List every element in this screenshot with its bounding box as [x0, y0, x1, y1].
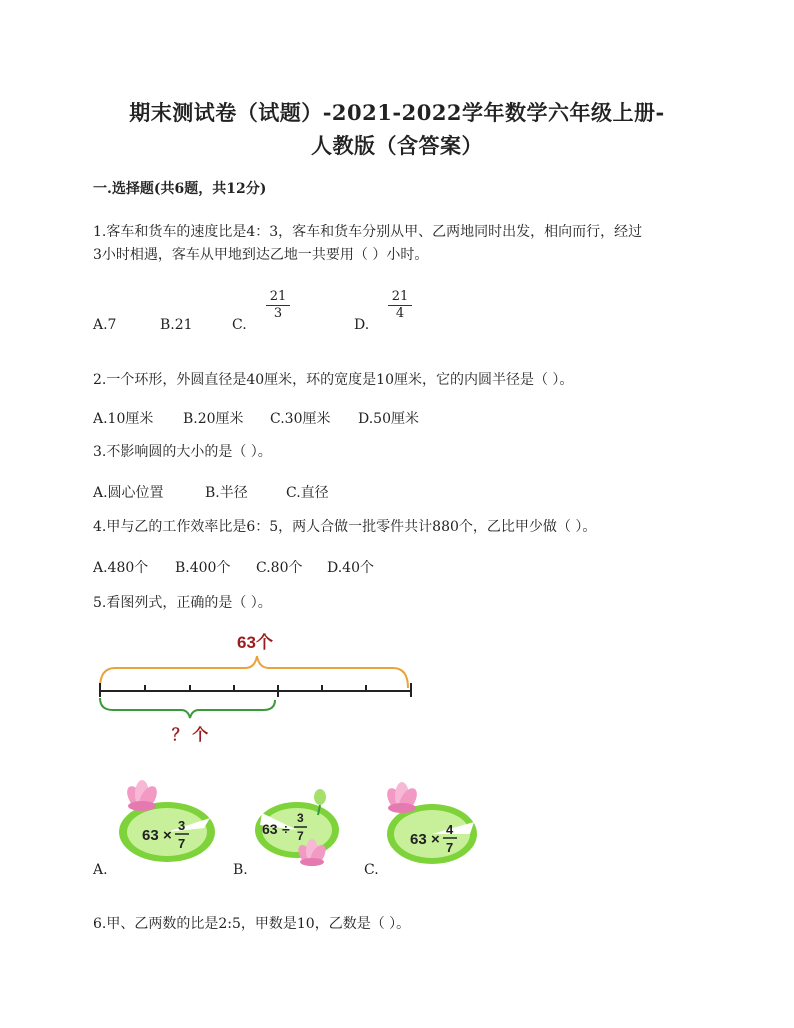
q1-option-c-fraction — [266, 289, 290, 322]
document-title-line2: 人教版（含答案） — [311, 133, 483, 158]
question-1-line2: 3小时相遇，客车从甲地到达乙地一共要用（ ）小时。 — [93, 247, 429, 263]
pad-b-whole: 63 — [262, 821, 278, 837]
question-4: 4.甲与乙的工作效率比是6：5，两人合做一批零件共计880个，乙比甲少做（ ）。 — [93, 519, 597, 535]
lily-pad-option-a — [112, 780, 217, 865]
fraction-numerator: 21 — [266, 289, 290, 306]
q1-option-a: A.7 — [93, 317, 117, 333]
q2-option-c: C.30厘米 — [270, 411, 331, 427]
lotus-flower-icon — [383, 782, 420, 815]
q2-option-b: B.20厘米 — [183, 411, 244, 427]
q1-option-d-label: D. — [354, 317, 370, 333]
question-3: 3.不影响圆的大小的是（ ）。 — [93, 444, 272, 460]
question-5: 5.看图列式，正确的是（ ）。 — [93, 595, 272, 611]
segment-diagram — [95, 630, 425, 750]
q3-option-c: C.直径 — [286, 485, 329, 501]
q5-option-c-label: C. — [364, 862, 379, 878]
q3-option-a: A.圆心位置 — [93, 485, 164, 501]
fraction-denominator: 3 — [273, 306, 283, 321]
fraction-numerator: 21 — [388, 289, 412, 306]
bottom-brace — [100, 698, 275, 718]
pad-a-den: 7 — [178, 836, 186, 851]
pad-a-num: 3 — [178, 818, 186, 833]
q4-option-c: C.80个 — [256, 560, 303, 576]
document-title-line1: 期末测试卷（试题）-2021-2022学年数学六年级上册- — [129, 100, 665, 125]
q2-option-a: A.10厘米 — [93, 411, 154, 427]
q2-option-d: D.50厘米 — [358, 411, 419, 427]
unknown-label: ？ 个 — [171, 727, 209, 744]
pad-c-den: 7 — [446, 840, 454, 855]
q5-option-a-label: A. — [93, 862, 108, 878]
pad-a-op: × — [163, 827, 172, 844]
lily-pad-option-c — [382, 782, 482, 867]
pad-b-op: ÷ — [282, 821, 290, 837]
q4-option-d: D.40个 — [327, 560, 374, 576]
q1-option-c-label: C. — [232, 317, 247, 333]
top-brace — [100, 656, 408, 688]
q4-option-b: B.400个 — [175, 560, 231, 576]
pad-b-num: 3 — [297, 811, 304, 825]
question-2: 2.一个环形，外圆直径是40厘米，环的宽度是10厘米，它的内圆半径是（ ）。 — [93, 372, 574, 388]
pad-c-num: 4 — [446, 822, 454, 837]
q4-option-a: A.480个 — [93, 560, 149, 576]
question-6: 6.甲、乙两数的比是2:5，甲数是10，乙数是（ ）。 — [93, 916, 411, 932]
total-label: 63个 — [237, 633, 273, 652]
pad-a-whole: 63 — [142, 827, 159, 844]
pad-c-whole: 63 — [410, 831, 427, 848]
pad-b-den: 7 — [297, 829, 304, 843]
q1-option-d-fraction — [388, 289, 412, 322]
q3-option-b: B.半径 — [205, 485, 248, 501]
q1-option-b: B.21 — [160, 317, 193, 333]
question-1-line1: 1.客车和货车的速度比是4：3，客车和货车分别从甲、乙两地同时出发，相向而行，经过 — [93, 224, 643, 240]
section-heading: 一.选择题(共6题，共12分) — [93, 181, 267, 197]
fraction-denominator: 4 — [395, 306, 405, 321]
lily-pad-option-b — [252, 785, 352, 875]
q5-option-b-label: B. — [233, 862, 248, 878]
lotus-flower-icon — [123, 780, 160, 813]
pad-c-op: × — [431, 831, 440, 848]
